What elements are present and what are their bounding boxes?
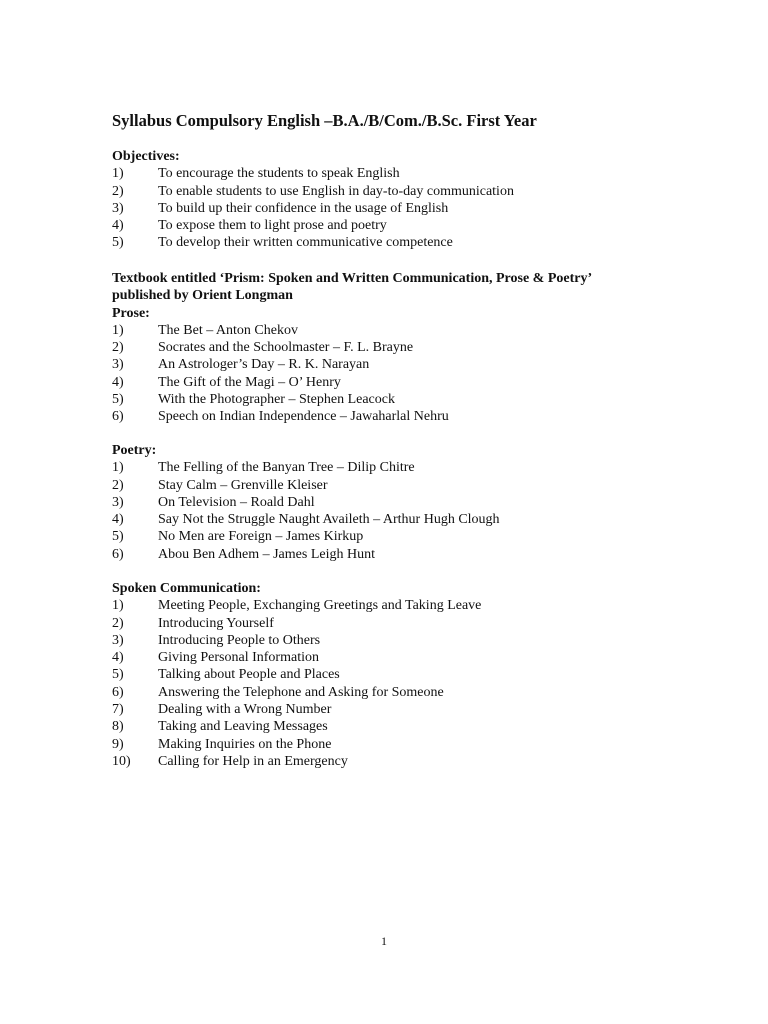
list-item	[112, 528, 712, 545]
prose-heading: Prose:	[112, 305, 150, 321]
list-item-number: 4)	[112, 512, 124, 528]
list-item-text: Taking and Leaving Messages	[158, 719, 328, 735]
poetry-section	[112, 442, 712, 563]
list-item-text: Talking about People and Places	[158, 667, 340, 683]
list-item-number: 5)	[112, 392, 124, 408]
list-item	[112, 217, 712, 234]
list-item-number: 5)	[112, 529, 124, 545]
list-item-number: 1)	[112, 322, 124, 338]
list-item	[112, 374, 712, 391]
list-item-text: To build up their confidence in the usage of English	[158, 200, 449, 216]
list-item-text: To develop their written communicative competence	[158, 235, 453, 251]
list-item	[112, 546, 712, 563]
list-item-text: To expose them to light prose and poetry	[158, 218, 387, 234]
list-item	[112, 356, 712, 373]
list-item-number: 7)	[112, 702, 124, 718]
list-item-text: The Felling of the Banyan Tree – Dilip Chitre	[158, 460, 415, 476]
list-item-number: 1)	[112, 598, 124, 614]
list-item-number: 2)	[112, 615, 124, 631]
page-number: 1	[381, 934, 387, 948]
list-item-number: 4)	[112, 650, 124, 666]
list-item	[112, 477, 712, 494]
list-item-text: Dealing with a Wrong Number	[158, 702, 332, 718]
list-item-number: 1)	[112, 460, 124, 476]
list-item-number: 2)	[112, 340, 124, 356]
list-item	[112, 684, 712, 701]
list-item-number: 3)	[112, 200, 124, 216]
list-item-text: No Men are Foreign – James Kirkup	[158, 529, 364, 545]
list-item-text: Making Inquiries on the Phone	[158, 736, 332, 752]
list-item-number: 8)	[112, 719, 124, 735]
list-item-number: 5)	[112, 667, 124, 683]
list-item	[112, 718, 712, 735]
list-item-number: 3)	[112, 494, 124, 510]
list-item-text: To enable students to use English in day-to-day communication	[158, 183, 514, 199]
list-item	[112, 597, 712, 614]
list-item-number: 9)	[112, 736, 124, 752]
list-item-number: 6)	[112, 546, 124, 562]
list-item	[112, 736, 712, 753]
list-item	[112, 234, 712, 251]
list-item-number: 1)	[112, 166, 124, 182]
list-item	[112, 408, 712, 425]
list-item-text: The Gift of the Magi – O’ Henry	[158, 374, 341, 390]
list-item-text: Say Not the Struggle Naught Availeth – Arthur Hugh Clough	[158, 512, 500, 528]
list-item-number: 2)	[112, 183, 124, 199]
list-item-text: Introducing People to Others	[158, 632, 321, 648]
list-item	[112, 322, 712, 339]
list-item-text: An Astrologer’s Day – R. K. Narayan	[158, 357, 370, 373]
list-item-number: 4)	[112, 374, 124, 390]
list-item	[112, 666, 712, 683]
list-item-text: Stay Calm – Grenville Kleiser	[158, 477, 328, 493]
list-item-text: Introducing Yourself	[158, 615, 274, 631]
list-item	[112, 701, 712, 718]
list-item	[112, 615, 712, 632]
list-item-text: On Television – Roald Dahl	[158, 494, 315, 510]
list-item-number: 3)	[112, 357, 124, 373]
textbook-line-2: published by Orient Longman	[112, 288, 293, 304]
objectives-section	[112, 148, 712, 252]
spoken-communication-section	[112, 580, 712, 770]
list-item-number: 3)	[112, 632, 124, 648]
list-item-number: 10)	[112, 753, 131, 769]
list-item	[112, 183, 712, 200]
textbook-line-1: Textbook entitled ‘Prism: Spoken and Written Communication, Prose & Poetry’	[112, 271, 593, 286]
list-item-text: Meeting People, Exchanging Greetings and Taking Leave	[158, 598, 482, 614]
list-item	[112, 511, 712, 528]
list-item	[112, 165, 712, 182]
poetry-heading: Poetry:	[112, 443, 157, 458]
list-item-number: 2)	[112, 477, 124, 493]
list-item-number: 5)	[112, 235, 124, 251]
list-item-number: 4)	[112, 218, 124, 234]
list-item-text: Calling for Help in an Emergency	[158, 753, 348, 769]
list-item-number: 6)	[112, 684, 124, 700]
spoken-communication-heading: Spoken Communication:	[112, 581, 261, 596]
list-item-text: To encourage the students to speak English	[158, 166, 400, 182]
objectives-heading: Objectives:	[112, 149, 180, 164]
document-title: Syllabus Compulsory English –B.A./B/Com./B.Sc. First Year	[112, 111, 537, 130]
list-item	[112, 339, 712, 356]
list-item	[112, 632, 712, 649]
list-item-text: The Bet – Anton Chekov	[158, 322, 298, 338]
list-item	[112, 200, 712, 217]
list-item-text: Answering the Telephone and Asking for Someone	[158, 684, 444, 700]
prose-section	[112, 270, 712, 426]
list-item-text: Abou Ben Adhem – James Leigh Hunt	[158, 546, 375, 562]
list-item-text: Giving Personal Information	[158, 650, 319, 666]
list-item-text: With the Photographer – Stephen Leacock	[158, 392, 395, 408]
list-item	[112, 649, 712, 666]
list-item	[112, 494, 712, 511]
list-item	[112, 459, 712, 476]
list-item-text: Speech on Indian Independence – Jawaharlal Nehru	[158, 409, 449, 425]
list-item-text: Socrates and the Schoolmaster – F. L. Brayne	[158, 340, 414, 356]
list-item	[112, 753, 712, 770]
list-item	[112, 391, 712, 408]
list-item-number: 6)	[112, 409, 124, 425]
